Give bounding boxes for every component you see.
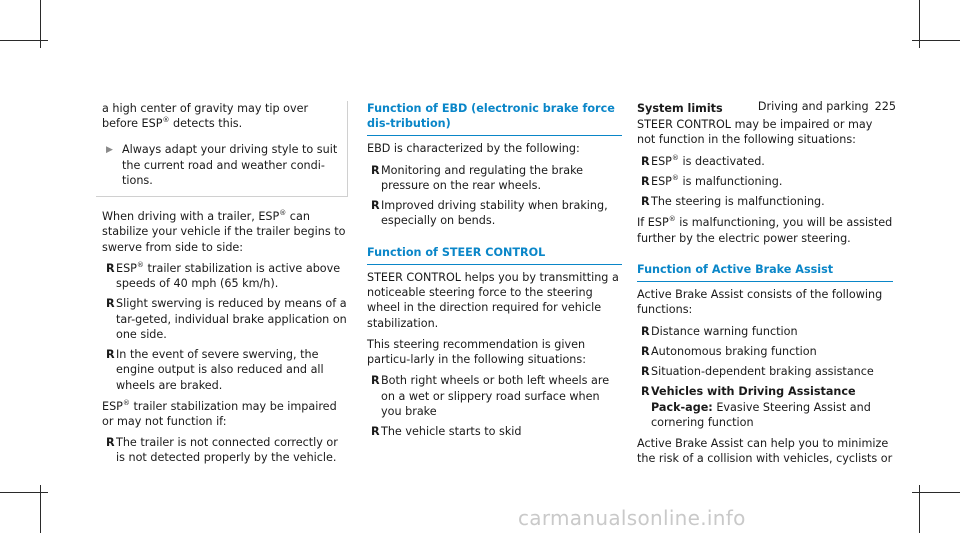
- list-item: R The vehicle starts to skid: [367, 424, 622, 439]
- paragraph: Active Brake Assist can help you to minimize the risk of a collision with vehicles, cyclists or: [637, 436, 893, 466]
- bullet-icon: R: [371, 424, 380, 438]
- registered-mark: ®: [671, 173, 679, 182]
- list-item: R Slight swerving is reduced by means of a tar-geted, individual brake application on one side.: [102, 296, 348, 342]
- section-heading-ebd: Function of EBD (electronic brake force dis-tribution): [367, 101, 622, 136]
- list-item: R ESP® is deactivated.: [637, 154, 893, 169]
- crop-mark: [0, 492, 48, 493]
- list-item: R The steering is malfunctioning.: [637, 194, 893, 209]
- bullet-icon: R: [106, 261, 115, 275]
- paragraph: This steering recommendation is given particu-larly in the following situations:: [367, 337, 586, 367]
- registered-mark: ®: [671, 153, 679, 162]
- bullet-list: [102, 261, 348, 393]
- list-item: R In the event of severe swerving, the engine output is also reduced and all wheels are braked.: [102, 347, 348, 393]
- registered-mark: ®: [162, 116, 170, 125]
- bullet-icon: R: [641, 174, 650, 188]
- paragraph: ESP® trailer stabilization may be impaired or may not function if:: [102, 398, 337, 428]
- watermark: carmanualsonline.info: [518, 506, 746, 530]
- bullet-icon: R: [106, 348, 115, 362]
- paragraph: If ESP® is malfunctioning, you will be assisted further by the electric power steering.: [637, 215, 893, 245]
- list-item: R Distance warning function: [637, 324, 893, 339]
- section-heading-steer-control: Function of STEER CONTROL: [367, 245, 622, 265]
- column-1: [102, 101, 348, 472]
- bullet-icon: R: [371, 199, 380, 213]
- section-heading-active-brake-assist: Function of Active Brake Assist: [637, 262, 893, 282]
- note-tip-text: Always adapt your driving style to suit the current road and weather condi-tions.: [122, 143, 338, 187]
- note-intro: a high center of gravity may tip over before ESP® detects this.: [102, 102, 309, 131]
- page-number: 225: [874, 100, 896, 113]
- list-item: R Autonomous braking function: [637, 344, 893, 359]
- registered-mark: ®: [279, 209, 287, 218]
- paragraph: EBD is characterized by the following:: [367, 142, 580, 156]
- bullet-icon: R: [641, 324, 650, 338]
- bullet-icon: R: [641, 385, 650, 399]
- bullet-icon: R: [641, 344, 650, 358]
- list-item: R Vehicles with Driving Assistance Pack-age: Evasive Steering Assist and cornering function: [637, 384, 893, 430]
- bullet-list: [637, 324, 893, 430]
- paragraph: When driving with a trailer, ESP® can stabilize your vehicle if the trailer begins to swerve from side to side:: [102, 209, 346, 254]
- bullet-list: [367, 163, 622, 229]
- bullet-list: [102, 435, 348, 465]
- section-title: Driving and parking: [757, 100, 869, 113]
- list-item: R ESP® is malfunctioning.: [637, 174, 893, 189]
- list-item: R The trailer is not connected correctly or is not detected properly by the vehicle.: [102, 435, 348, 465]
- list-item: R Both right wheels or both left wheels are on a wet or slippery road surface when you brake: [367, 373, 622, 419]
- bullet-icon: R: [371, 163, 380, 177]
- crop-mark: [912, 492, 960, 493]
- paragraph: STEER CONTROL may be impaired or may not function in the following situations:: [637, 118, 873, 147]
- registered-mark: ®: [122, 398, 130, 407]
- bullet-icon: R: [371, 374, 380, 388]
- paragraph: Active Brake Assist consists of the following functions:: [637, 288, 883, 317]
- crop-mark: [0, 40, 48, 41]
- registered-mark: ®: [668, 215, 676, 224]
- list-item: R Improved driving stability when braking, especially on bends.: [367, 198, 622, 228]
- bullet-list: [637, 154, 893, 210]
- bullet-list: [367, 373, 622, 439]
- paragraph: STEER CONTROL helps you by transmitting a noticeable steering force to the steering wheel in the direction required for vehicle stabilization.: [367, 270, 619, 330]
- section-heading-system-limits: System limits: [637, 102, 723, 115]
- bullet-icon: R: [641, 154, 650, 168]
- warning-note: [96, 101, 348, 197]
- note-tip: [96, 142, 339, 188]
- bullet-icon: R: [106, 297, 115, 311]
- triangle-icon: ▶: [106, 145, 113, 156]
- crop-mark: [912, 40, 960, 41]
- column-2: [367, 101, 622, 445]
- bullet-icon: R: [641, 365, 650, 379]
- column-3: [637, 101, 893, 472]
- bullet-icon: R: [106, 436, 115, 450]
- registered-mark: ®: [136, 260, 144, 269]
- list-item: R Monitoring and regulating the brake pressure on the rear wheels.: [367, 163, 622, 193]
- list-item: R ESP® trailer stabilization is active above speeds of 40 mph (65 km/h).: [102, 261, 348, 291]
- list-item: R Situation-dependent braking assistance: [637, 364, 893, 379]
- bullet-icon: R: [641, 195, 650, 209]
